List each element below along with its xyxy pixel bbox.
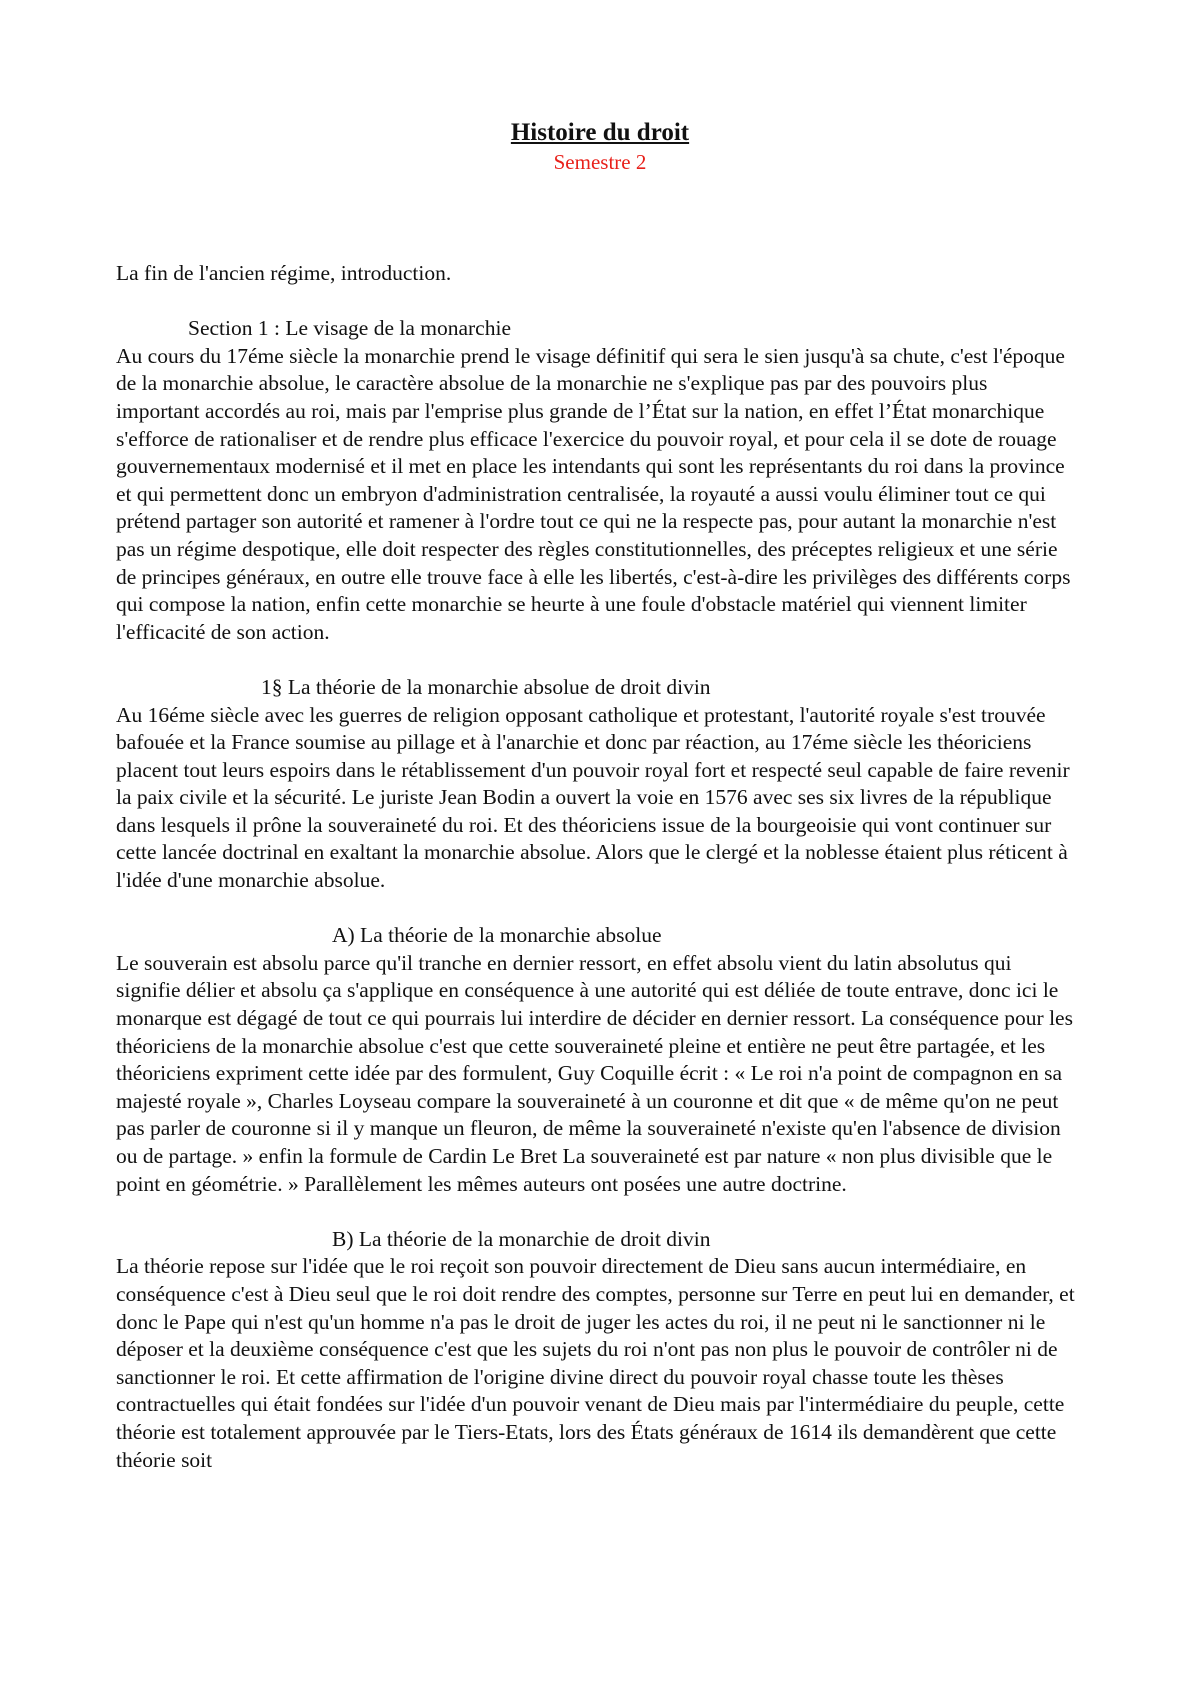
subsection-1-heading: 1§ La théorie de la monarchie absolue de droit divin — [261, 674, 711, 699]
subsection-1-paragraph: Au 16éme siècle avec les guerres de religion opposant catholique et protestant, l'autorité royale s'est trouvée bafouée et la France soumise au pillage et à l'anarchie et donc par réaction, au 17éme siècle les théoriciens placent tout leurs espoirs dans le rétablissement d'un pouvoir royal fort et respecté seul capable de faire revenir la paix civile et la sécurité. Le juriste Jean Bodin a ouvert la voie en 1576 avec ses six livres de la république dans lesquels il prône la souveraineté du roi. Et des théoriciens issue de la bourgeoisie qui vont continuer sur cette lancée doctrinal en exaltant la monarchie absolue. Alors que le clergé et la noblesse étaient plus réticent à l'idée d'une monarchie absolue. — [116, 702, 1070, 893]
document-body — [116, 260, 1076, 1474]
section-1-paragraph: Au cours du 17éme siècle la monarchie prend le visage définitif qui sera le sien jusqu'à sa chute, c'est l'époque de la monarchie absolue, le caractère absolue de la monarchie ne s'explique pas par des pouvoirs plus important accordés au roi, mais par l'emprise plus grande de l’État sur la nation, en effet l’État monarchique s'efforce de rationaliser et de rendre plus efficace l'exercice du pouvoir royal, et pour cela il se dote de rouage gouvernementaux modernisé et il met en place les intendants qui sont les représentants du roi dans la province et qui permettent donc un embryon d'administration centralisée, la royauté a aussi voulu éliminer tout ce qui prétend partager son autorité et ramener à l'ordre tout ce qui ne la respecte pas, pour autant la monarchie n'est pas un régime despotique, elle doit respecter des règles constitutionnelles, des préceptes religieux et une série de principes généraux, en outre elle trouve face à elle les libertés, c'est-à-dire les privilèges des différents corps qui compose la nation, enfin cette monarchie se heurte à une foule d'obstacle matériel qui viennent limiter l'efficacité de son action. — [116, 343, 1071, 644]
section-1-heading: Section 1 : Le visage de la monarchie — [188, 316, 511, 341]
part-a-heading: A) La théorie de la monarchie absolue — [332, 923, 662, 948]
part-a-paragraph: Le souverain est absolu parce qu'il tranche en dernier ressort, en effet absolu vient du latin absolutus qui signifie délier et absolu ça s'applique en conséquence à une autorité qui est déliée de toute entrave, donc ici le monarque est dégagé de tout ce qui pourrais lui interdire de décider en dernier ressort. La conséquence pour les théoriciens de la monarchie absolue c'est que cette souveraineté pleine et entière ne peut être partagée, et les théoriciens expriment cette idée par des formulent, Guy Coquille écrit : « Le roi n'a point de compagnon en sa majesté royale », Charles Loyseau compare la souveraineté à un couronne et dit que « de même qu'on ne peut pas parler de couronne si il y manque un fleuron, de même la souveraineté n'existe qu'en l'absence de division ou de partage. » enfin la formule de Cardin Le Bret La souveraineté est par nature « non plus divisible que le point en géométrie. » Parallèlement les mêmes auteurs ont posées une autre doctrine. — [116, 950, 1073, 1196]
part-b-paragraph: La théorie repose sur l'idée que le roi reçoit son pouvoir directement de Dieu sans aucun intermédiaire, en conséquence c'est à Dieu seul que le roi doit rendre des comptes, personne sur Terre en peut lui en demander, et donc le Pape qui n'est qu'un homme n'a pas le droit de juger les actes du roi, il ne peut ni le sanctionner ni le déposer et la deuxième conséquence c'est que les sujets du roi n'ont pas non plus le pouvoir de contrôler ni de sanctionner le roi. Et cette affirmation de l'origine divine direct du pouvoir royal chasse toute les thèses contractuelles qui était fondées sur l'idée d'un pouvoir venant de Dieu mais par l'intermédiaire du peuple, cette théorie est totalement approuvée par le Tiers-Etats, lors des États généraux de 1614 ils demandèrent que cette théorie soit — [116, 1254, 1075, 1472]
document-subtitle: Semestre 2 — [553, 150, 647, 174]
document-title: Histoire du droit — [510, 119, 690, 146]
intro-line: La fin de l'ancien régime, introduction. — [116, 261, 452, 285]
part-b-heading: B) La théorie de la monarchie de droit divin — [332, 1226, 711, 1251]
